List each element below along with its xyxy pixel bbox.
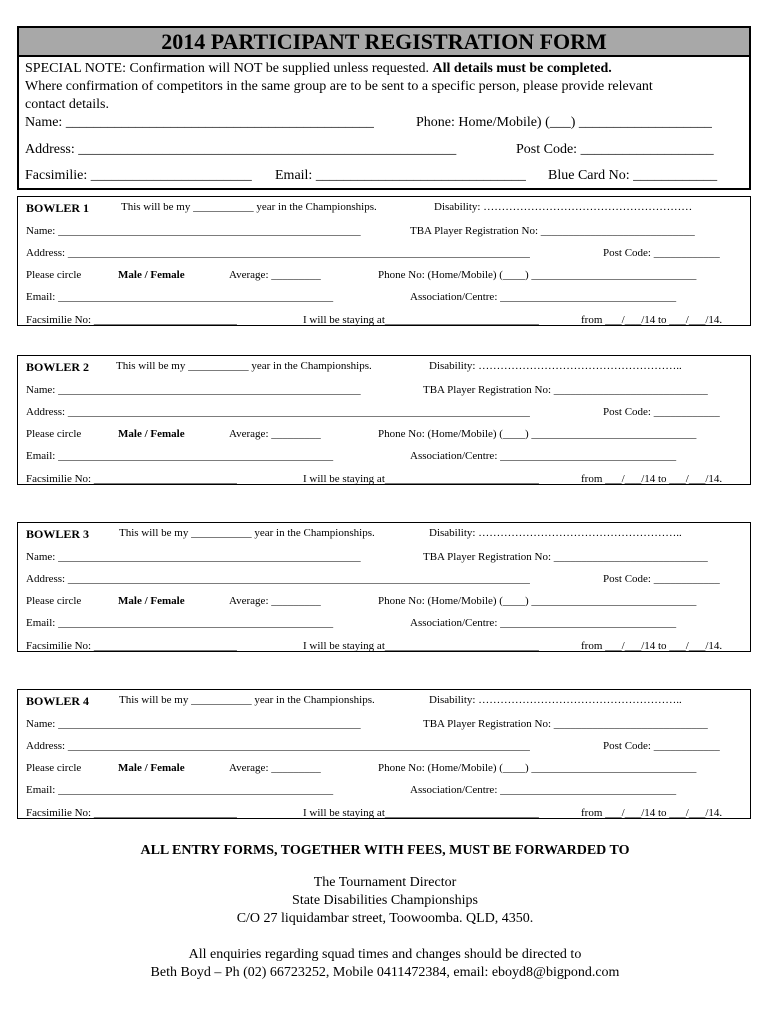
association-field[interactable]: Association/Centre: ________________________________ bbox=[410, 617, 677, 629]
bowler-row bbox=[26, 694, 742, 710]
bowler-fax-field[interactable]: Facsimilie No: __________________________ bbox=[26, 473, 237, 485]
gender-circle-label: Please circle bbox=[26, 269, 82, 281]
bowler-phone-field[interactable]: Phone No: (Home/Mobile) (____) ______________________________ bbox=[378, 762, 697, 774]
championship-year-field[interactable]: This will be my ___________ year in the Championships. bbox=[119, 527, 375, 539]
stay-dates-field[interactable]: from ___/___/14 to ___/___/14. bbox=[581, 314, 723, 326]
bowler-name-field[interactable]: Name: _______________________________________________________ bbox=[26, 225, 361, 237]
championship-year-field[interactable]: This will be my ___________ year in the Championships. bbox=[121, 201, 377, 213]
bowler-row bbox=[26, 740, 742, 756]
bowler-row bbox=[26, 247, 742, 263]
bowler-fax-field[interactable]: Facsimilie No: __________________________ bbox=[26, 314, 237, 326]
bowler-title: BOWLER 1 bbox=[26, 201, 90, 215]
contact-name-field[interactable]: Name: ____________________________________________ bbox=[25, 115, 374, 130]
championship-year-field[interactable]: This will be my ___________ year in the Championships. bbox=[119, 694, 375, 706]
tba-registration-field[interactable]: TBA Player Registration No: ____________________________ bbox=[423, 718, 708, 730]
gender-option[interactable]: Male / Female bbox=[118, 595, 185, 607]
director-line: The Tournament Director bbox=[313, 875, 457, 890]
bowler-row bbox=[26, 595, 742, 611]
bowler-row bbox=[26, 617, 742, 633]
bowler-row bbox=[26, 450, 742, 466]
championship-year-field[interactable]: This will be my ___________ year in the Championships. bbox=[116, 360, 372, 372]
bowler-fax-field[interactable]: Facsimilie No: __________________________ bbox=[26, 807, 237, 819]
association-field[interactable]: Association/Centre: ________________________________ bbox=[410, 450, 677, 462]
bowler-section bbox=[17, 196, 751, 326]
association-field[interactable]: Association/Centre: ________________________________ bbox=[410, 784, 677, 796]
bowler-row bbox=[26, 269, 742, 285]
bowler-address-field[interactable]: Address: ____________________________________________________________________________________ bbox=[26, 573, 530, 585]
special-note-bold: All details must be completed. bbox=[432, 61, 612, 76]
bowler-row bbox=[26, 807, 742, 823]
bowler-name-field[interactable]: Name: _______________________________________________________ bbox=[26, 718, 361, 730]
bowler-postcode-field[interactable]: Post Code: ____________ bbox=[603, 247, 720, 259]
bowler-row bbox=[26, 784, 742, 800]
bowler-row bbox=[26, 718, 742, 734]
contact-email-field[interactable]: Email: ______________________________ bbox=[275, 168, 526, 183]
accommodation-field[interactable]: I will be staying at____________________________ bbox=[303, 807, 539, 819]
stay-dates-field[interactable]: from ___/___/14 to ___/___/14. bbox=[581, 473, 723, 485]
bowler-name-field[interactable]: Name: _______________________________________________________ bbox=[26, 551, 361, 563]
bowler-postcode-field[interactable]: Post Code: ____________ bbox=[603, 573, 720, 585]
bowler-email-field[interactable]: Email: __________________________________________________ bbox=[26, 291, 334, 303]
disability-field[interactable]: Disability: ………………………………………………… bbox=[434, 201, 693, 213]
contact-address-field[interactable]: Address: ______________________________________________________ bbox=[25, 142, 457, 157]
bowler-section bbox=[17, 522, 751, 652]
championship-line: State Disabilities Championships bbox=[292, 893, 478, 908]
average-field[interactable]: Average: _________ bbox=[229, 762, 321, 774]
bowler-row bbox=[26, 527, 742, 543]
stay-dates-field[interactable]: from ___/___/14 to ___/___/14. bbox=[581, 807, 723, 819]
bowler-phone-field[interactable]: Phone No: (Home/Mobile) (____) ______________________________ bbox=[378, 595, 697, 607]
bowler-email-field[interactable]: Email: __________________________________________________ bbox=[26, 784, 334, 796]
bowler-row bbox=[26, 201, 742, 217]
special-note-line1 bbox=[25, 61, 612, 77]
contact-postcode-field[interactable]: Post Code: ___________________ bbox=[516, 142, 714, 157]
bowler-title: BOWLER 3 bbox=[26, 527, 90, 541]
contact-details-line: Beth Boyd – Ph (02) 66723252, Mobile 0411472384, email: eboyd8@bigpond.com bbox=[150, 965, 620, 980]
bowler-row bbox=[26, 360, 742, 376]
bowler-phone-field[interactable]: Phone No: (Home/Mobile) (____) ______________________________ bbox=[378, 428, 697, 440]
special-note-line2: Where confirmation of competitors in the same group are to be sent to a specific person, please provide relevant bbox=[25, 79, 653, 94]
contact-phone-field[interactable]: Phone: Home/Mobile) (___) ___________________ bbox=[416, 115, 712, 130]
bowler-row bbox=[26, 384, 742, 400]
gender-circle-label: Please circle bbox=[26, 762, 82, 774]
gender-option[interactable]: Male / Female bbox=[118, 762, 185, 774]
stay-dates-field[interactable]: from ___/___/14 to ___/___/14. bbox=[581, 640, 723, 652]
contact-bluecard-field[interactable]: Blue Card No: ____________ bbox=[548, 168, 718, 183]
special-note-line3: contact details. bbox=[25, 97, 109, 112]
disability-field[interactable]: Disability: ……………………………………………….. bbox=[429, 527, 682, 539]
gender-circle-label: Please circle bbox=[26, 428, 82, 440]
bowler-row bbox=[26, 573, 742, 589]
bowler-row bbox=[26, 314, 742, 330]
gender-option[interactable]: Male / Female bbox=[118, 269, 185, 281]
accommodation-field[interactable]: I will be staying at____________________________ bbox=[303, 314, 539, 326]
bowler-row bbox=[26, 640, 742, 656]
bowler-row bbox=[26, 406, 742, 422]
bowler-postcode-field[interactable]: Post Code: ____________ bbox=[603, 406, 720, 418]
bowler-row bbox=[26, 551, 742, 567]
contact-fax-field[interactable]: Facsimilie: _______________________ bbox=[25, 168, 252, 183]
bowler-address-field[interactable]: Address: ____________________________________________________________________________________ bbox=[26, 406, 530, 418]
association-field[interactable]: Association/Centre: ________________________________ bbox=[410, 291, 677, 303]
gender-option[interactable]: Male / Female bbox=[118, 428, 185, 440]
bowler-postcode-field[interactable]: Post Code: ____________ bbox=[603, 740, 720, 752]
bowler-row bbox=[26, 225, 742, 241]
accommodation-field[interactable]: I will be staying at____________________________ bbox=[303, 640, 539, 652]
bowler-address-field[interactable]: Address: ____________________________________________________________________________________ bbox=[26, 247, 530, 259]
special-note-text: SPECIAL NOTE: Confirmation will NOT be supplied unless requested. bbox=[25, 61, 433, 76]
disability-field[interactable]: Disability: ……………………………………………….. bbox=[429, 694, 682, 706]
tba-registration-field[interactable]: TBA Player Registration No: ____________________________ bbox=[423, 384, 708, 396]
bowler-name-field[interactable]: Name: _______________________________________________________ bbox=[26, 384, 361, 396]
average-field[interactable]: Average: _________ bbox=[229, 595, 321, 607]
bowler-row bbox=[26, 762, 742, 778]
average-field[interactable]: Average: _________ bbox=[229, 269, 321, 281]
bowler-address-field[interactable]: Address: ____________________________________________________________________________________ bbox=[26, 740, 530, 752]
enquiries-line: All enquiries regarding squad times and changes should be directed to bbox=[188, 947, 582, 962]
bowler-title: BOWLER 4 bbox=[26, 694, 90, 708]
form-title: 2014 PARTICIPANT REGISTRATION FORM bbox=[17, 26, 751, 57]
bowler-row bbox=[26, 428, 742, 444]
bowler-section bbox=[17, 355, 751, 485]
bowler-phone-field[interactable]: Phone No: (Home/Mobile) (____) ______________________________ bbox=[378, 269, 697, 281]
gender-circle-label: Please circle bbox=[26, 595, 82, 607]
average-field[interactable]: Average: _________ bbox=[229, 428, 321, 440]
bowler-section bbox=[17, 689, 751, 819]
bowler-title: BOWLER 2 bbox=[26, 360, 90, 374]
bowler-row bbox=[26, 291, 742, 307]
disability-field[interactable]: Disability: ……………………………………………….. bbox=[429, 360, 682, 372]
bowler-email-field[interactable]: Email: __________________________________________________ bbox=[26, 450, 334, 462]
tba-registration-field[interactable]: TBA Player Registration No: ____________________________ bbox=[423, 551, 708, 563]
bowler-row bbox=[26, 473, 742, 489]
postal-address-line: C/O 27 liquidambar street, Toowoomba. QLD, 4350. bbox=[236, 911, 534, 926]
accommodation-field[interactable]: I will be staying at____________________________ bbox=[303, 473, 539, 485]
tba-registration-field[interactable]: TBA Player Registration No: ____________________________ bbox=[410, 225, 695, 237]
bowler-fax-field[interactable]: Facsimilie No: __________________________ bbox=[26, 640, 237, 652]
bowler-email-field[interactable]: Email: __________________________________________________ bbox=[26, 617, 334, 629]
forward-heading: ALL ENTRY FORMS, TOGETHER WITH FEES, MUST BE FORWARDED TO bbox=[140, 843, 630, 858]
